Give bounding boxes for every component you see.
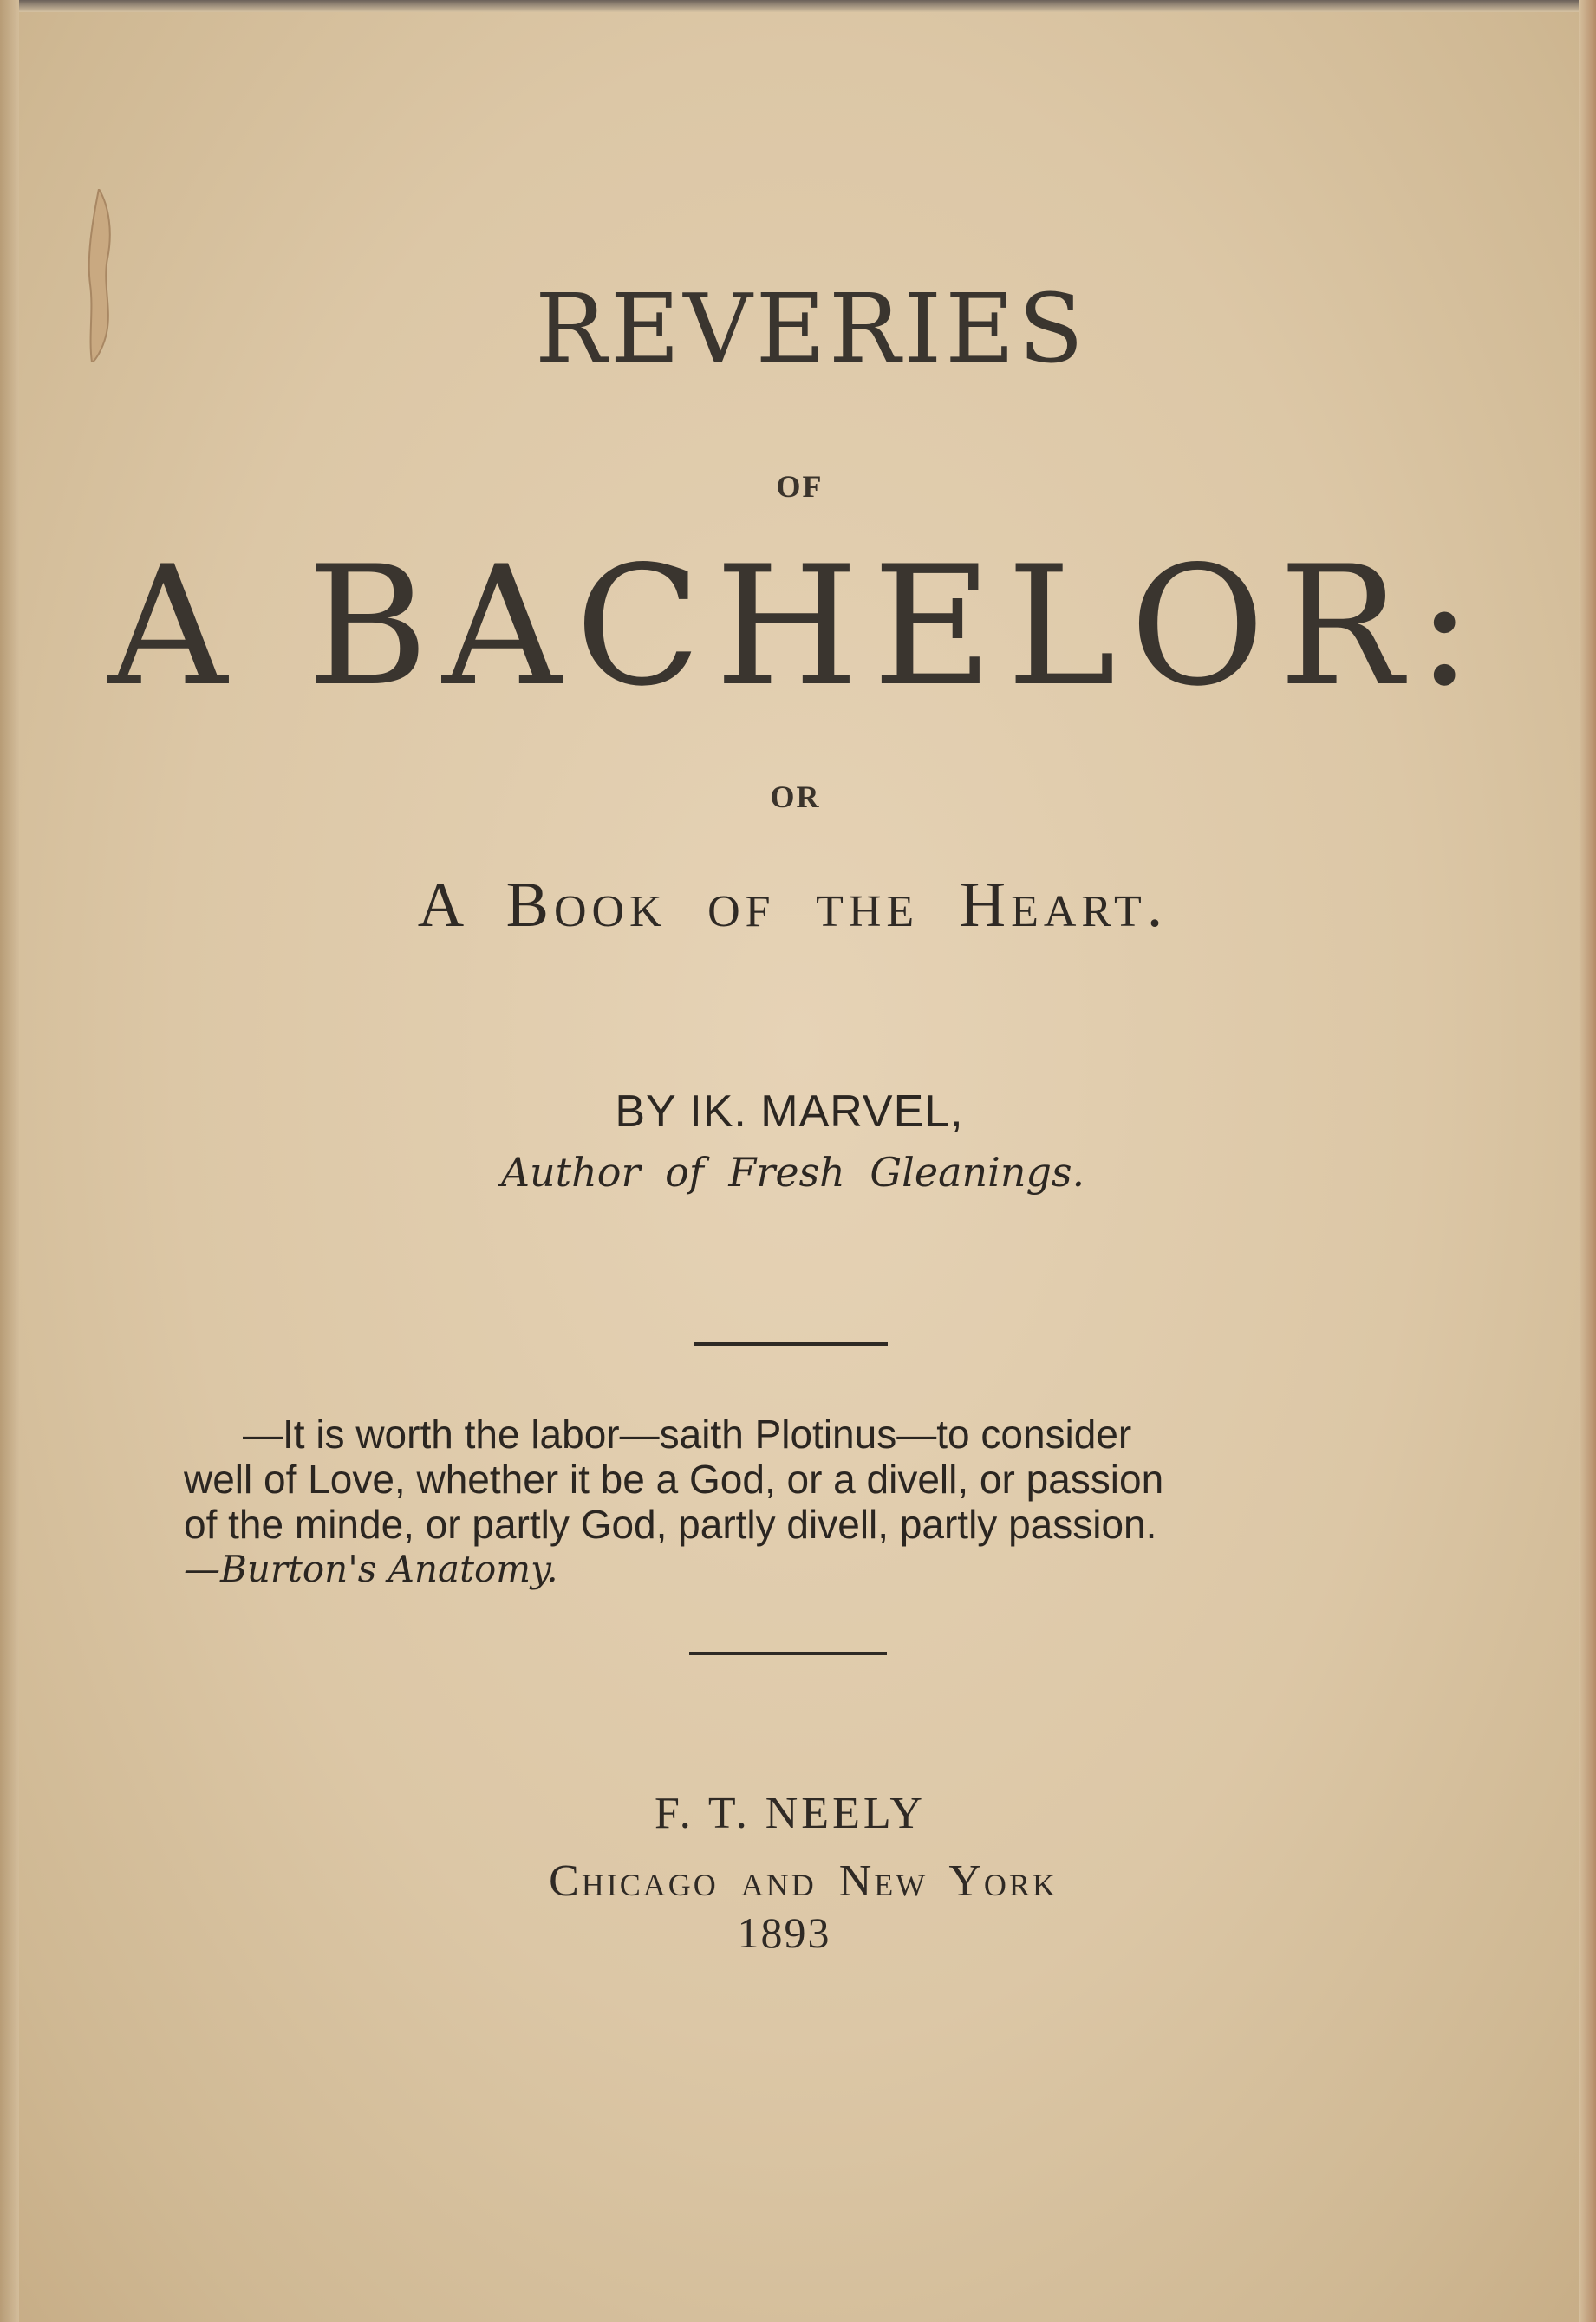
epigraph: [184, 1412, 1389, 1592]
epigraph-citation: —Burton's Anatomy.: [184, 1548, 558, 1590]
page-top-edge: [0, 0, 1596, 12]
subtitle: A Book of the Heart.: [417, 870, 1169, 941]
epigraph-line: of the minde, or partly God, partly divell, partly passion.: [184, 1502, 1157, 1547]
author-note: Author of Fresh Gleanings.: [500, 1149, 1085, 1196]
divider-rule-bottom: [689, 1652, 887, 1655]
publisher-cities: Chicago and New York: [549, 1856, 1058, 1906]
title-reveries: REVERIES: [535, 273, 1087, 384]
title-a-bachelor: A BACHELOR:: [107, 531, 1487, 722]
connector-or: OR: [770, 779, 821, 814]
epigraph-line: well of Love, whether it be a God, or a divell, or passion: [184, 1457, 1164, 1502]
byline: BY IK. MARVEL,: [615, 1086, 964, 1137]
epigraph-line: —It is worth the labor—saith Plotinus—to consider: [243, 1412, 1132, 1457]
divider-rule-top: [694, 1342, 888, 1346]
publication-year: 1893: [737, 1908, 831, 1957]
connector-of: OF: [776, 469, 824, 504]
publisher-name: F. T. NEELY: [655, 1789, 926, 1838]
